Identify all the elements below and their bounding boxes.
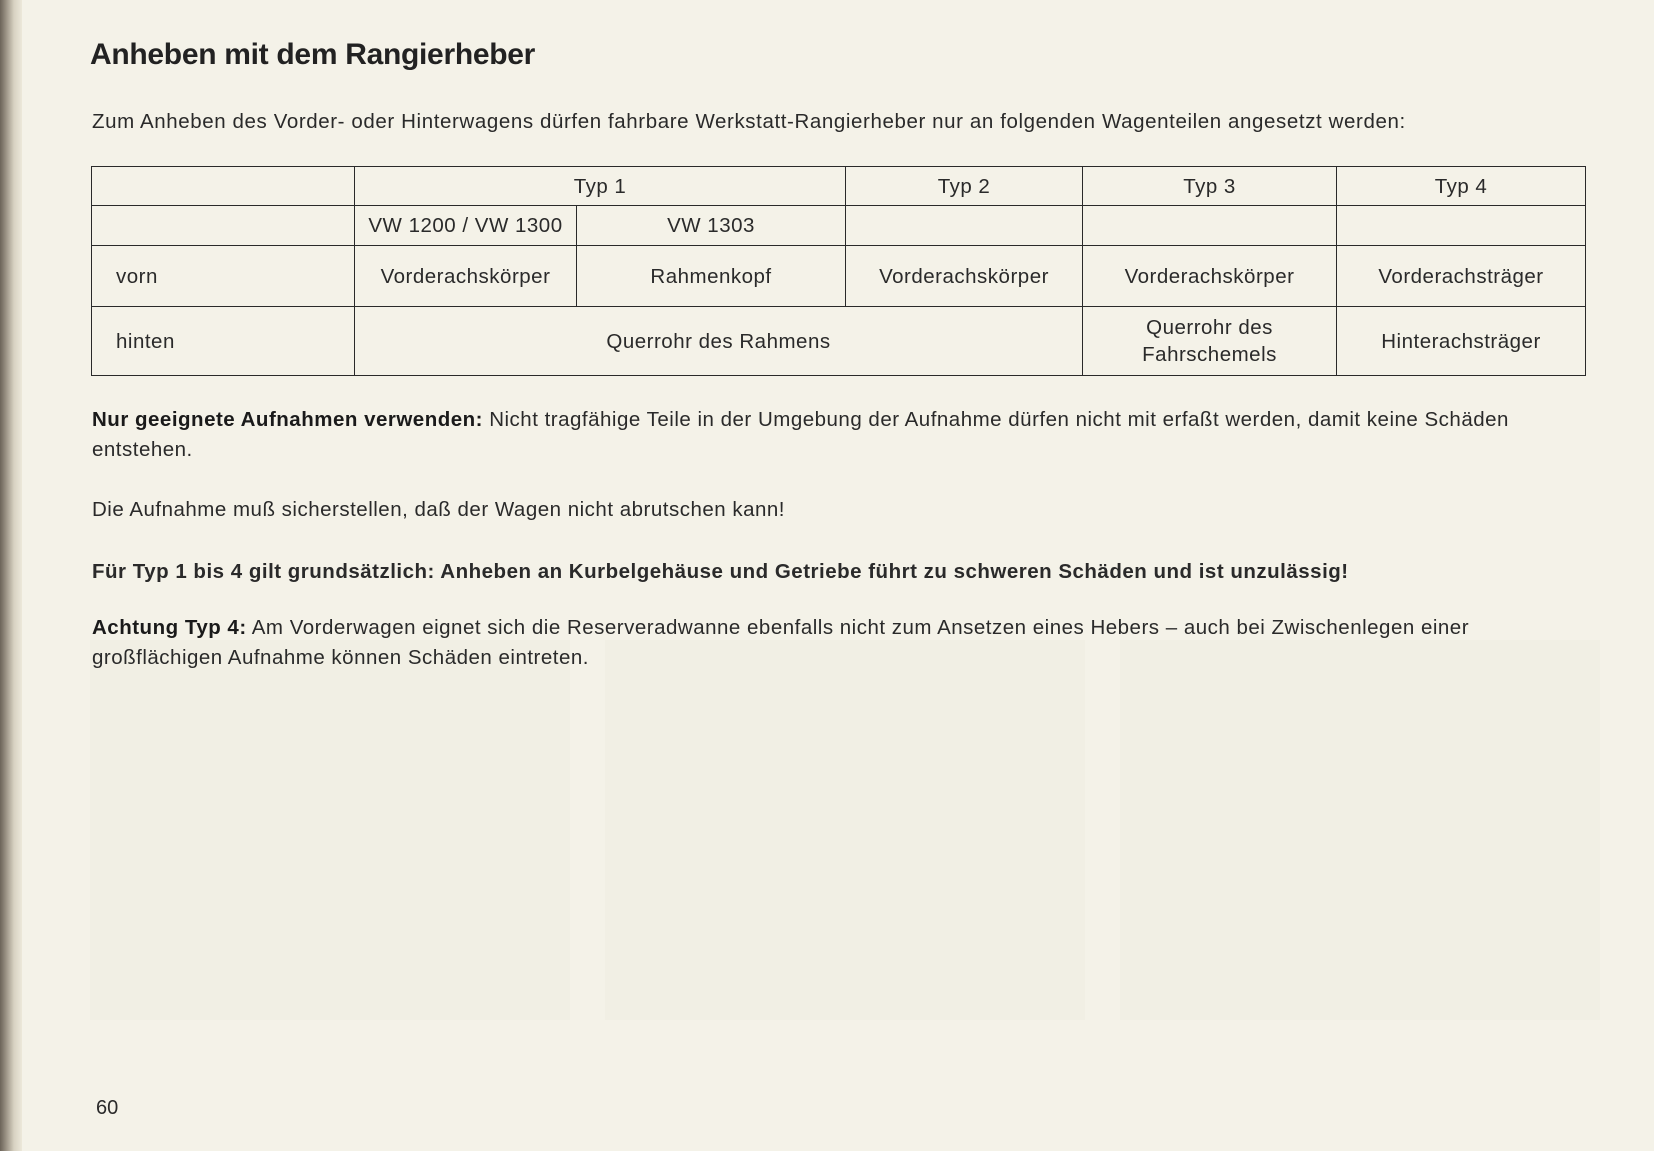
note-achtung-text: Am Vorderwagen eignet sich die Reserveradwanne ebenfalls nicht zum Ansetzen eines Hebers – auch bei Zwischenlegen einer großflächigen Aufnahme können Schäden eintreten. <box>92 616 1470 669</box>
subheader-vw1303: VW 1303 <box>577 206 846 246</box>
header-typ4: Typ 4 <box>1337 167 1586 206</box>
note-abrutschen: Die Aufnahme muß sicherstellen, daß der Wagen nicht abrutschen kann! <box>92 498 786 521</box>
intro-text: Zum Anheben des Vorder- oder Hinterwagens dürfen fahrbare Werkstatt-Rangierheber nur an folgenden Wagenteilen angesetzt werden: <box>92 110 1406 133</box>
cell-hinten-typ3 <box>1083 307 1337 376</box>
table-corner-cell <box>92 167 355 206</box>
table-header-row <box>92 167 1586 206</box>
show-through-area <box>605 640 1085 1020</box>
subheader-vw1200: VW 1200 / VW 1300 <box>355 206 577 246</box>
note-geeignete-bold: Nur geeignete Aufnahmen verwenden: <box>92 408 483 431</box>
note-typ1-bis-4: Für Typ 1 bis 4 gilt grundsätzlich: Anheben an Kurbelgehäuse und Getriebe führt zu schweren Schäden und ist unzulässig! <box>92 560 1349 583</box>
page-number: 60 <box>96 1097 119 1119</box>
table-empty-cell <box>1337 206 1586 246</box>
table-row-vorn <box>92 246 1586 307</box>
row-label-hinten: hinten <box>92 307 355 376</box>
header-typ3: Typ 3 <box>1083 167 1337 206</box>
page-title: Anheben mit dem Rangierheber <box>90 38 536 71</box>
table-subheader-row <box>92 206 1586 246</box>
cell-vorn-vw1200: Vorderachskörper <box>355 246 577 307</box>
show-through-area <box>1120 640 1600 1020</box>
table-empty-cell <box>846 206 1083 246</box>
table-row-hinten <box>92 307 1586 376</box>
table-empty-cell <box>92 206 355 246</box>
note-geeignete-aufnahmen <box>92 405 1588 465</box>
header-typ2: Typ 2 <box>846 167 1083 206</box>
cell-hinten-typ3-line2: Fahrschemels <box>1142 343 1277 366</box>
note-achtung-bold: Achtung Typ 4: <box>92 616 247 639</box>
book-spine-shadow <box>0 0 22 1151</box>
header-typ1: Typ 1 <box>355 167 846 206</box>
row-label-vorn: vorn <box>92 246 355 307</box>
cell-vorn-typ4: Vorderachsträger <box>1337 246 1586 307</box>
cell-vorn-vw1303: Rahmenkopf <box>577 246 846 307</box>
note-achtung-typ4 <box>92 613 1588 673</box>
cell-hinten-typ3-line1: Querrohr des <box>1146 316 1273 339</box>
cell-vorn-typ2: Vorderachskörper <box>846 246 1083 307</box>
jack-points-table <box>91 166 1586 376</box>
cell-hinten-typ4: Hinterachsträger <box>1337 307 1586 376</box>
cell-hinten-typ1-typ2: Querrohr des Rahmens <box>355 307 1083 376</box>
cell-vorn-typ3: Vorderachskörper <box>1083 246 1337 307</box>
table-empty-cell <box>1083 206 1337 246</box>
note-geeignete-text: Nicht tragfähige Teile in der Umgebung der Aufnahme dürfen nicht mit erfaßt werden, damit keine Schäden entstehen. <box>92 408 1509 461</box>
show-through-area <box>90 640 570 1020</box>
